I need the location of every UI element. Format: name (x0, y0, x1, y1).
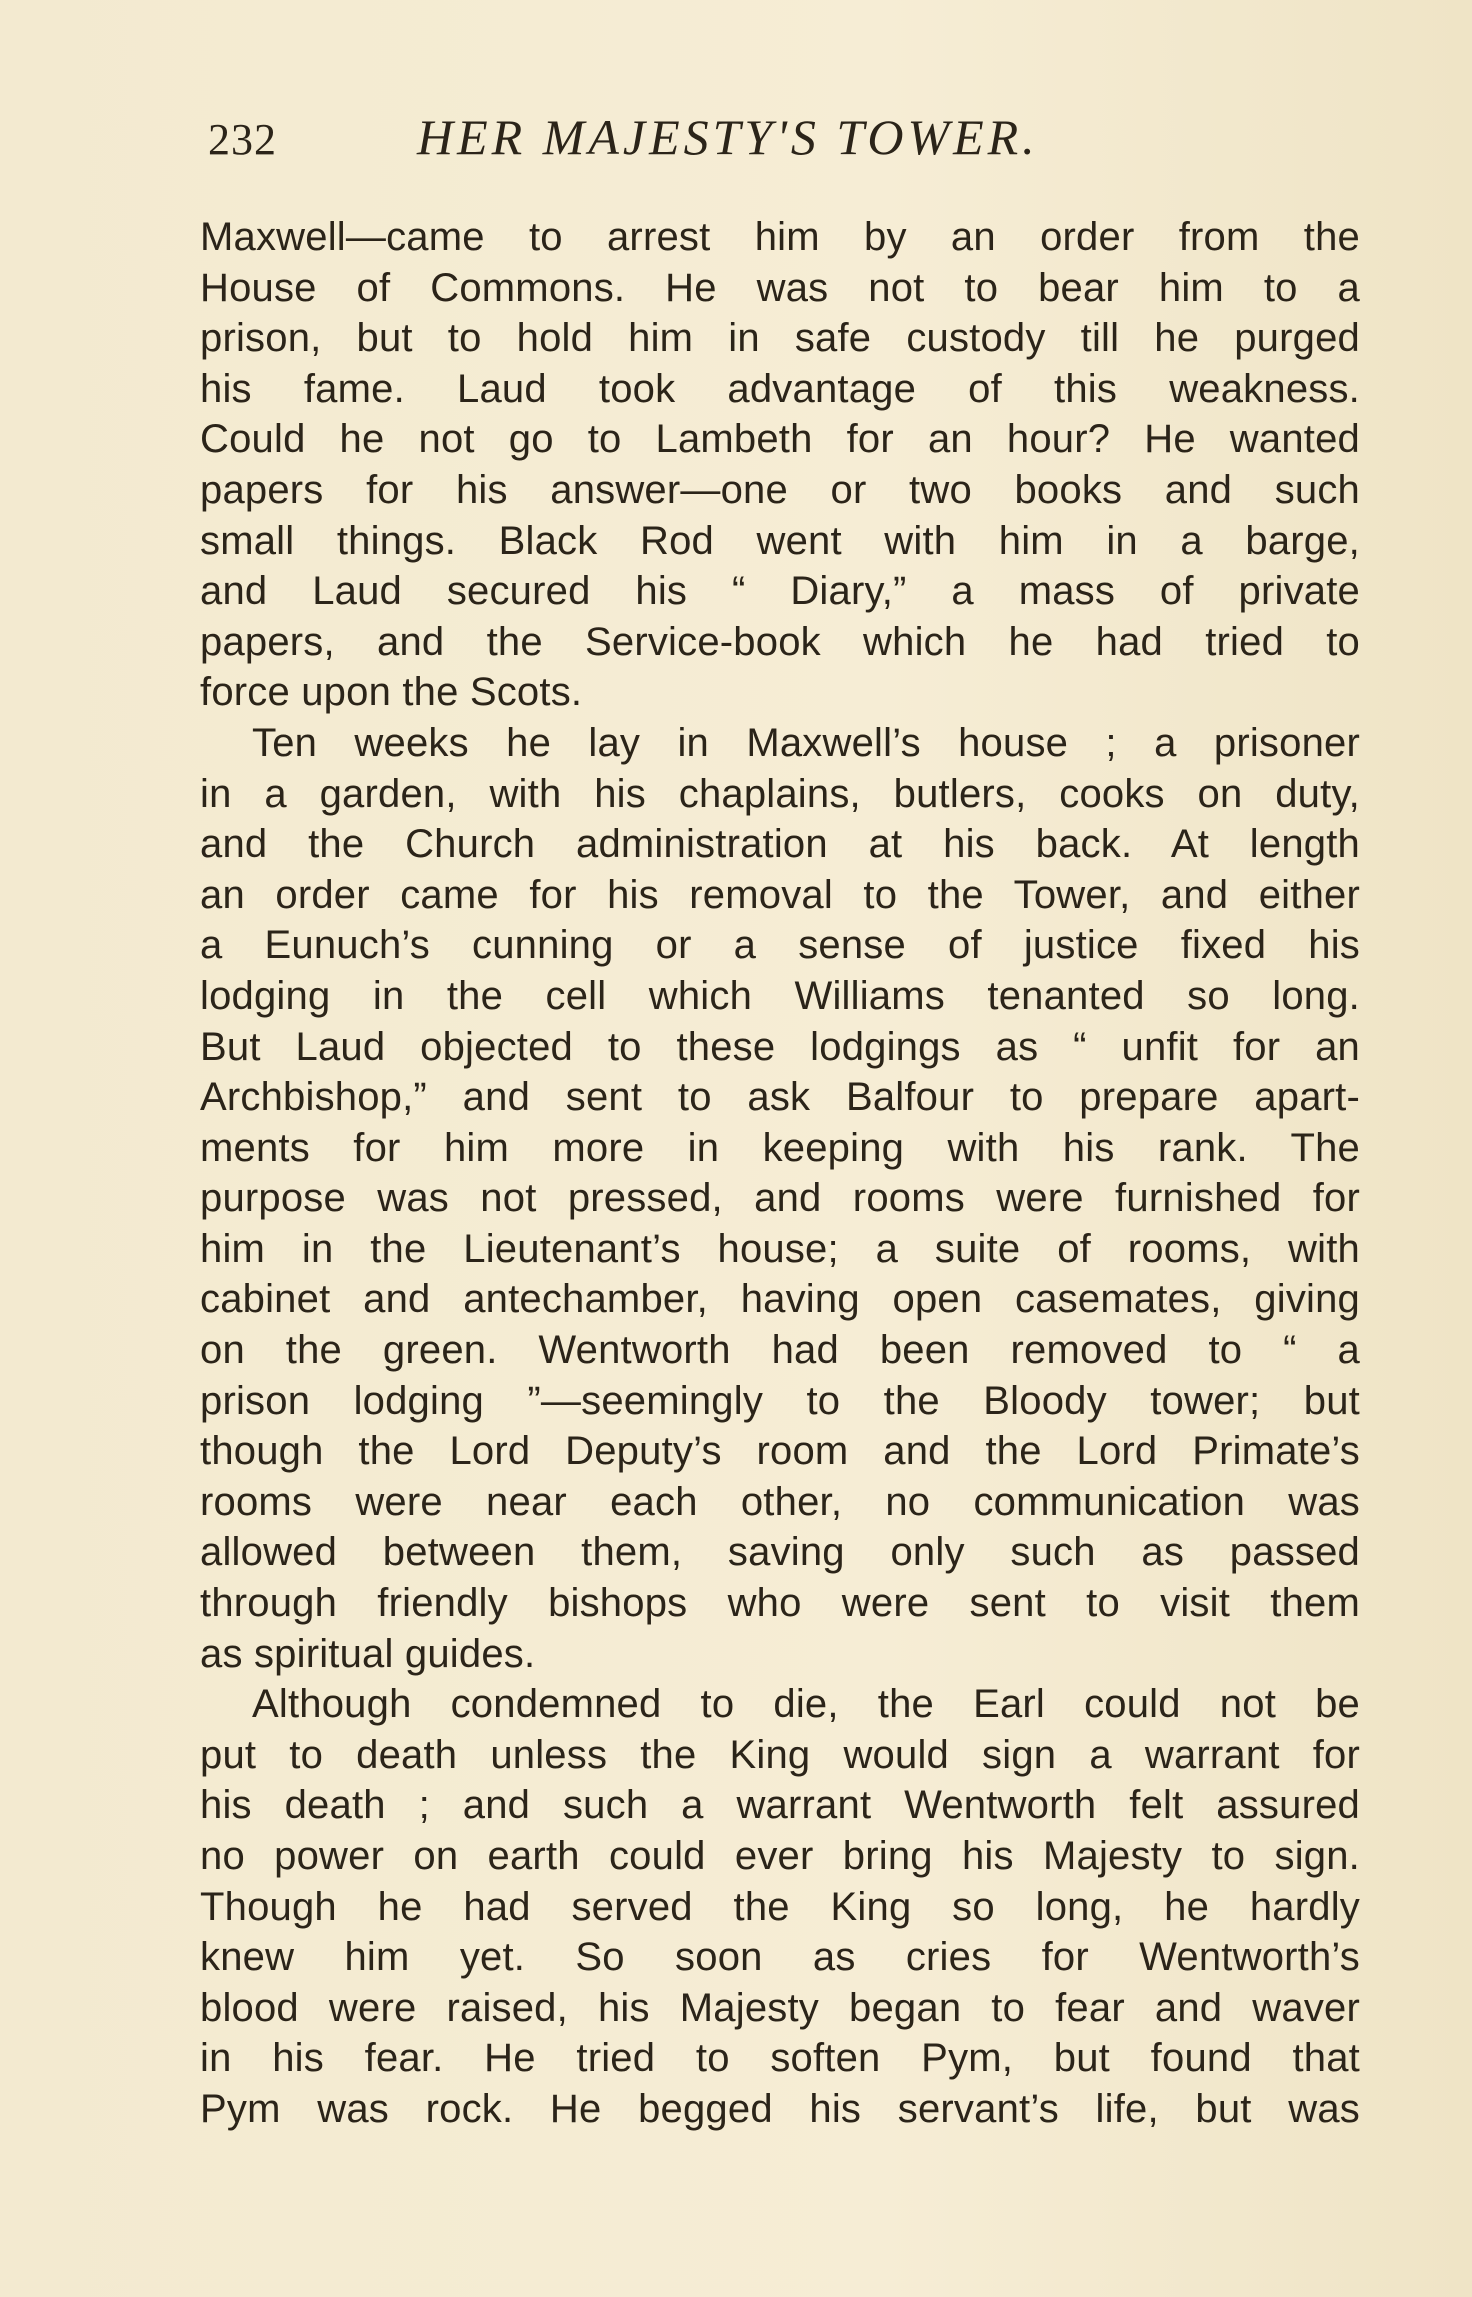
text-line: his fame. Laud took advantage of this weakness. (200, 366, 1360, 411)
text-line: knew him yet. So soon as cries for Wentworth’s (200, 1935, 1360, 1980)
text-line: prison lodging ”—seemingly to the Bloody tower; but (200, 1378, 1360, 1423)
text-line: Maxwell—came to arrest him by an order from the (200, 215, 1360, 259)
text-line: papers for his answer—one or two books and such (200, 467, 1360, 512)
text-line: But Laud objected to these lodgings as “ unfit for an (200, 1024, 1360, 1069)
paragraph-start-line: Ten weeks he lay in Maxwell’s house ; a prisoner (252, 720, 1360, 765)
text-line: force upon the Scots. (200, 670, 583, 715)
text-line: though the Lord Deputy’s room and the Lord Primate’s (200, 1429, 1360, 1474)
text-line: Could he not go to Lambeth for an hour? He wanted (200, 417, 1360, 462)
text-line: cabinet and antechamber, having open casemates, giving (200, 1277, 1360, 1322)
text-line: ments for him more in keeping with his rank. The (200, 1125, 1360, 1170)
text-line: and the Church administration at his back. At length (200, 822, 1360, 867)
text-line: through friendly bishops who were sent to visit them (200, 1581, 1360, 1626)
text-line: rooms were near each other, no communication was (200, 1479, 1360, 1524)
text-line: allowed between them, saving only such as passed (200, 1530, 1360, 1575)
page-header (200, 108, 1360, 178)
running-title: HER MAJESTY'S TOWER. (417, 109, 1039, 165)
text-line: in a garden, with his chaplains, butlers, cooks on duty, (200, 771, 1360, 816)
page-number: 232 (208, 115, 277, 164)
text-line: papers, and the Service-book which he had tried to (200, 619, 1360, 664)
text-line: a Eunuch’s cunning or a sense of justice fixed his (200, 923, 1360, 968)
paragraph-start-line: Although condemned to die, the Earl could not be (252, 1682, 1360, 1727)
text-line: as spiritual guides. (200, 1631, 536, 1676)
text-line: on the green. Wentworth had been removed to “ a (200, 1328, 1360, 1373)
text-line: no power on earth could ever bring his Majesty to sign. (200, 1834, 1360, 1878)
text-line: prison, but to hold him in safe custody till he purged (200, 316, 1360, 361)
text-line: his death ; and such a warrant Wentworth felt assured (200, 1783, 1360, 1828)
text-line: purpose was not pressed, and rooms were furnished for (200, 1176, 1360, 1221)
text-line: Though he had served the King so long, he hardly (200, 1884, 1360, 1929)
text-line: in his fear. He tried to soften Pym, but found that (200, 2036, 1360, 2081)
text-line: lodging in the cell which Williams tenanted so long. (200, 973, 1360, 1018)
text-line: and Laud secured his “ Diary,” a mass of private (200, 569, 1360, 614)
text-line: put to death unless the King would sign a warrant for (200, 1732, 1360, 1777)
body-text (200, 212, 1360, 2135)
text-line: an order came for his removal to the Tower, and either (200, 872, 1360, 917)
text-line: Archbishop,” and sent to ask Balfour to prepare apart- (200, 1075, 1360, 1120)
text-line: small things. Black Rod went with him in a barge, (200, 518, 1360, 563)
text-line: Pym was rock. He begged his servant’s life, but was (200, 2086, 1360, 2131)
text-line: House of Commons. He was not to bear him to a (200, 265, 1360, 310)
text-line: blood were raised, his Majesty began to fear and waver (200, 1985, 1360, 2030)
text-line: him in the Lieutenant’s house; a suite of rooms, with (200, 1226, 1360, 1271)
